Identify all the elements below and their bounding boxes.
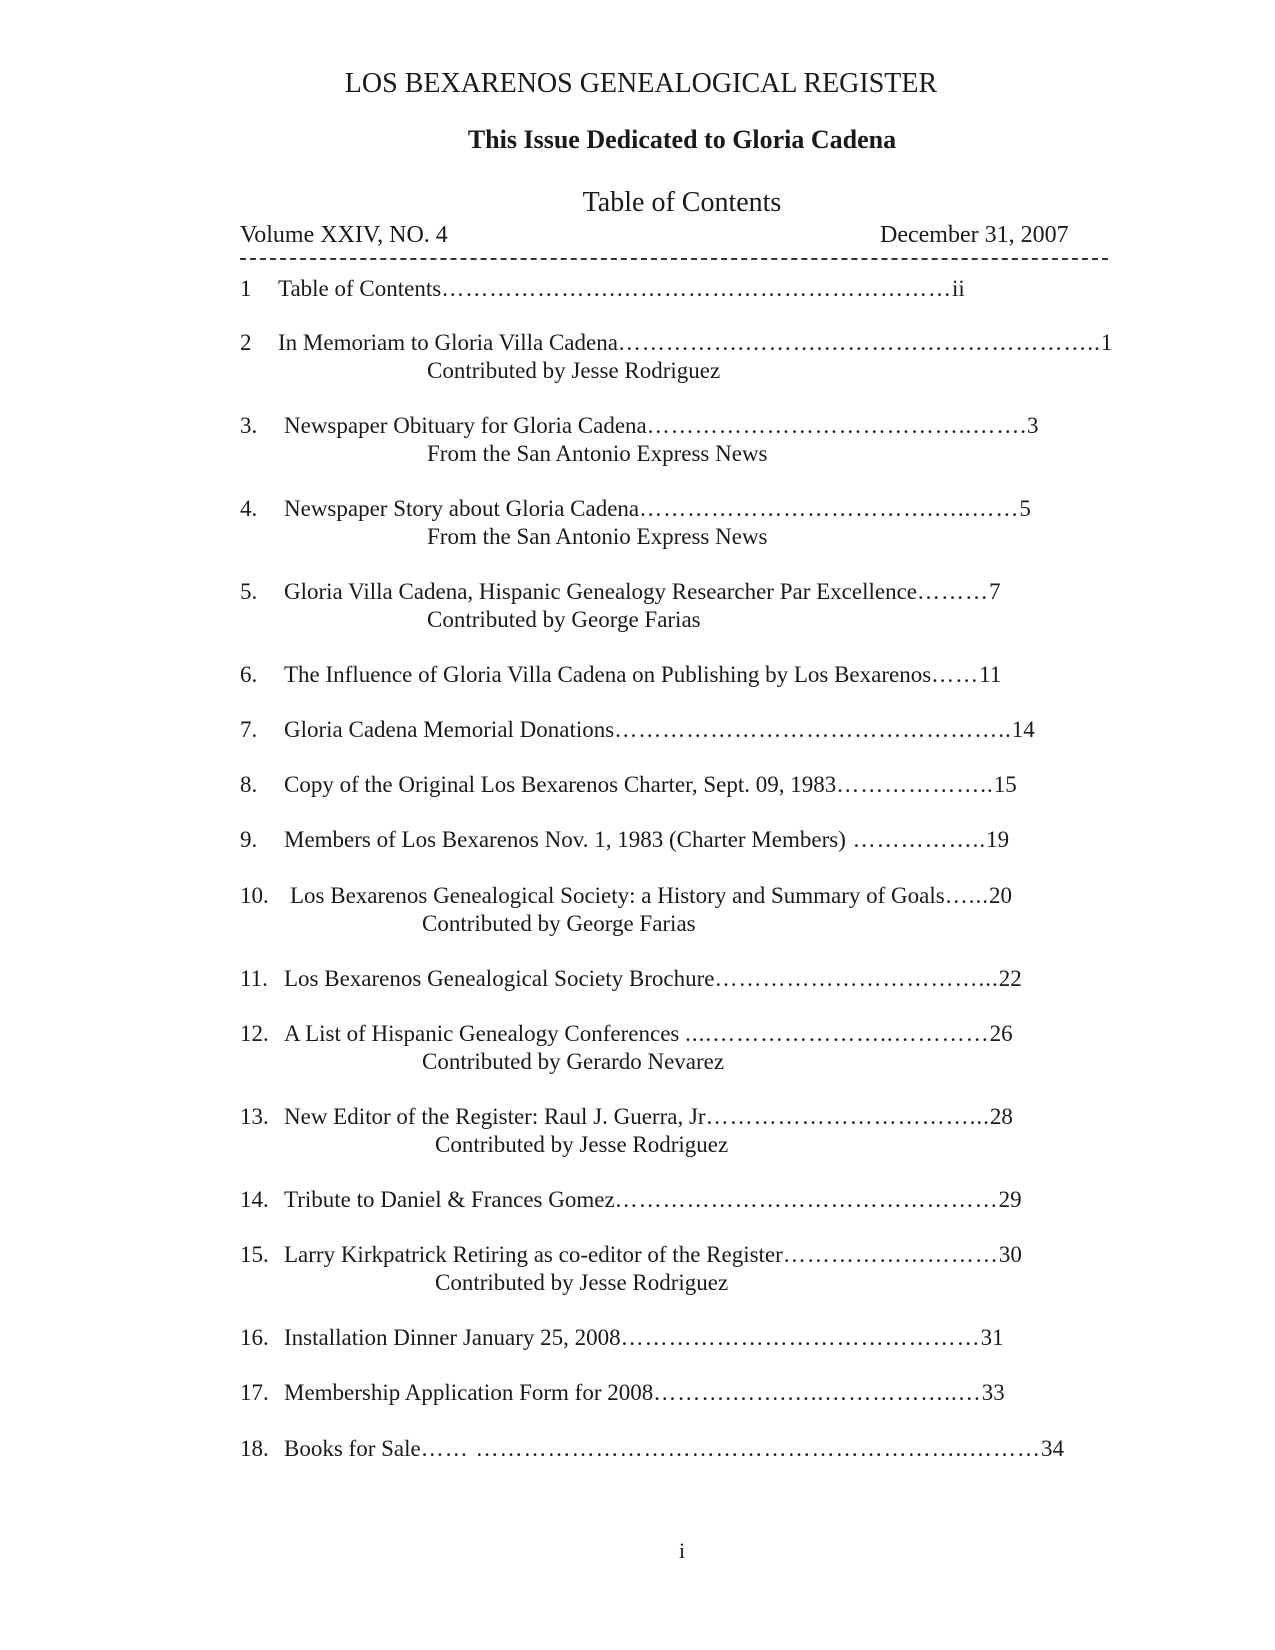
toc-entry (240, 330, 1120, 390)
toc-entry-number: 12. (240, 1021, 269, 1046)
toc-entry-number: 1 (240, 276, 252, 301)
toc-entry-title: Copy of the Original Los Bexarenos Charter, Sept. 09, 1983 (284, 772, 837, 797)
toc-entry-leader: ………………………………………… (614, 1187, 999, 1212)
toc-entry-page: 11 (979, 662, 1002, 687)
toc-entry-line (284, 1380, 1005, 1406)
toc-entry-leader: …… ……………………………………………………..……… (420, 1436, 1041, 1461)
toc-entry-number: 8. (240, 772, 258, 797)
toc-entry-page: 33 (981, 1380, 1005, 1405)
toc-entry-title: Membership Application Form for 2008 (284, 1380, 654, 1405)
toc-entry-contributor: Contributed by George Farias (427, 607, 701, 632)
toc-entry-number: 10. (240, 883, 269, 908)
toc-entry (240, 1380, 1120, 1410)
toc-entry-leader: ……………………………... (714, 966, 999, 991)
toc-entry (240, 883, 1120, 943)
toc-entry-page: 20 (988, 883, 1012, 908)
toc-entry-leader: ……………………………….…..…… (639, 496, 1020, 521)
toc-entry-page: 28 (989, 1104, 1013, 1129)
toc-entry-contributor: Contributed by George Farias (422, 911, 696, 936)
toc-entry-number: 9. (240, 827, 258, 852)
toc-entry-number: 13. (240, 1104, 269, 1129)
toc-entry-line (284, 1242, 1022, 1268)
toc-entry-leader: …………….……….…………………………….. (617, 330, 1101, 355)
toc-entry-line (284, 496, 1031, 522)
toc-entry-leader: ……… (916, 579, 989, 604)
toc-entry-page: 26 (989, 1021, 1013, 1046)
toc-entry-leader: …………………………………..……. (646, 413, 1028, 438)
toc-entry-page: 7 (988, 579, 1001, 604)
toc-entry-page: 19 (986, 827, 1010, 852)
toc-entry-line (284, 1187, 1022, 1213)
toc-entry-number: 3. (240, 413, 258, 438)
toc-entry-leader: …… (931, 662, 980, 687)
toc-entry-title: Larry Kirkpatrick Retiring as co-editor of the Register (284, 1242, 783, 1267)
toc-entry-number: 6. (240, 662, 258, 687)
toc-entry-number: 2 (240, 330, 252, 355)
toc-entry-line (284, 1436, 1064, 1462)
toc-entry (240, 827, 1120, 857)
toc-entry-line (284, 772, 1017, 798)
issue-date: December 31, 2007 (880, 222, 1069, 248)
toc-entry-leader: …………….. (845, 827, 987, 852)
toc-entry-leader: ……………………………………… (620, 1325, 981, 1350)
toc-entry-line (290, 883, 1012, 909)
toc-entry-title: Tribute to Daniel & Frances Gomez (284, 1187, 615, 1212)
toc-entry-title: Installation Dinner January 25, 2008 (284, 1325, 621, 1350)
toc-entry-title: Newspaper Obituary for Gloria Cadena (284, 413, 647, 438)
toc-entry (240, 1021, 1120, 1081)
toc-entry-title: New Editor of the Register: Raul J. Guerra, Jr (284, 1104, 706, 1129)
toc-entry-number: 16. (240, 1325, 269, 1350)
toc-entry-number: 17. (240, 1380, 269, 1405)
toc-entry-page: 15 (993, 772, 1017, 797)
toc-entry-page: 3 (1027, 413, 1039, 438)
toc-entry-leader: ………………………………………….. (614, 717, 1012, 742)
toc-entry-leader: ....…………………..………… (685, 1021, 990, 1046)
toc-entry-page: 30 (998, 1242, 1022, 1267)
toc-entry-title: Gloria Cadena Memorial Donations (284, 717, 615, 742)
toc-entry (240, 1436, 1120, 1466)
toc-entry-title: Gloria Villa Cadena, Hispanic Genealogy Researcher Par Excellence (284, 579, 917, 604)
toc-entry-number: 5. (240, 579, 258, 604)
register-title: LOS BEXARENOS GENEALOGICAL REGISTER (344, 68, 938, 99)
toc-entry-line (284, 1104, 1013, 1130)
toc-entry-page: 22 (998, 966, 1022, 991)
toc-entry (240, 1104, 1120, 1164)
toc-entry-page: 31 (980, 1325, 1004, 1350)
toc-entry-title: A List of Hispanic Genealogy Conferences (284, 1021, 686, 1046)
toc-entry-leader: ………………….…………………………………… (441, 276, 952, 301)
toc-entry-line (284, 662, 1001, 688)
toc-entry-leader: ……………………… (782, 1242, 999, 1267)
toc-entry-title: In Memoriam to Gloria Villa Cadena (278, 330, 618, 355)
toc-entry-number: 15. (240, 1242, 269, 1267)
toc-entry-leader: …... (944, 883, 989, 908)
toc-entry-line (278, 276, 965, 302)
toc-entry-title: Newspaper Story about Gloria Cadena (284, 496, 640, 521)
toc-entry (240, 1187, 1120, 1217)
toc-entry (240, 772, 1120, 802)
toc-entry-contributor: From the San Antonio Express News (427, 524, 768, 549)
toc-entry-line (284, 1021, 1013, 1047)
toc-entry-line (284, 1325, 1004, 1351)
toc-entry-number: 4. (240, 496, 258, 521)
toc-entry-page: 5 (1019, 496, 1031, 521)
toc-entry (240, 1242, 1120, 1302)
toc-entry-page: ii (951, 276, 965, 301)
toc-entry-page: 29 (998, 1187, 1022, 1212)
dedication-heading: This Issue Dedicated to Gloria Cadena (467, 125, 897, 154)
toc-entry-number: 14. (240, 1187, 269, 1212)
toc-entry-contributor: Contributed by Jesse Rodriguez (427, 358, 721, 383)
toc-entry (240, 276, 1120, 306)
toc-entry (240, 1325, 1120, 1355)
toc-entry-title: Members of Los Bexarenos Nov. 1, 1983 (Charter Members) (284, 827, 846, 852)
toc-entry-line (284, 966, 1022, 992)
toc-entry (240, 413, 1120, 473)
dashed-divider (240, 258, 1108, 260)
toc-entry (240, 579, 1120, 639)
toc-entry (240, 496, 1120, 556)
toc-entry-leader: ……………….. (836, 772, 994, 797)
toc-entry-contributor: Contributed by Jesse Rodriguez (435, 1132, 729, 1157)
toc-entry-line (284, 413, 1039, 439)
toc-entry (240, 966, 1120, 996)
toc-entry-title: Los Bexarenos Genealogical Society: a History and Summary of Goals (290, 883, 945, 908)
toc-entry-leader: ……….…….…..……………..… (653, 1380, 982, 1405)
table-of-contents-heading: Table of Contents (582, 187, 782, 218)
toc-entry-line (284, 827, 1009, 853)
toc-entry-line (278, 330, 1112, 356)
volume-label: Volume XXIV, NO. 4 (240, 222, 448, 248)
toc-entry-line (284, 717, 1035, 743)
toc-entry-number: 11. (240, 966, 268, 991)
toc-entry-contributor: Contributed by Gerardo Nevarez (422, 1049, 725, 1074)
toc-entry-title: Books for Sale (284, 1436, 421, 1461)
toc-entry (240, 662, 1120, 692)
toc-entry-title: Los Bexarenos Genealogical Society Brochure (284, 966, 715, 991)
toc-entry-page: 34 (1040, 1436, 1064, 1461)
toc-entry-title: The Influence of Gloria Villa Cadena on Publishing by Los Bexarenos (284, 662, 932, 687)
toc-entry-page: 1 (1100, 330, 1113, 355)
toc-entry-contributor: From the San Antonio Express News (427, 441, 768, 466)
toc-entry-number: 7. (240, 717, 258, 742)
toc-entry-page: 14 (1011, 717, 1035, 742)
toc-entry-leader: ……………………………... (705, 1104, 990, 1129)
toc-entry-line (284, 579, 1000, 605)
toc-entry-number: 18. (240, 1436, 269, 1461)
page-number: i (678, 1538, 686, 1563)
toc-entry-title: Table of Contents (278, 276, 442, 301)
toc-entry (240, 717, 1120, 747)
toc-entry-contributor: Contributed by Jesse Rodriguez (435, 1270, 729, 1295)
